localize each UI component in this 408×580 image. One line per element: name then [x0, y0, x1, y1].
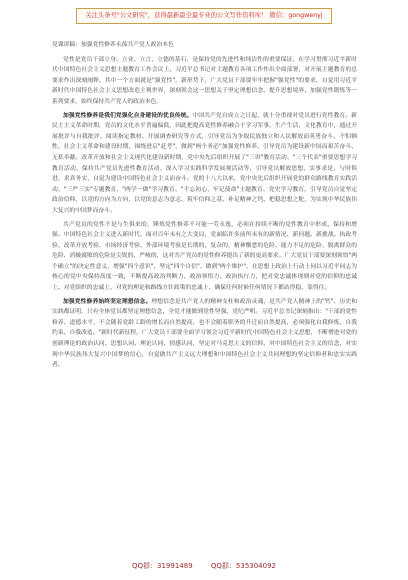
paragraph	[52, 111, 357, 217]
document-body	[52, 40, 357, 552]
paragraph-text: 理想信念是共产党人的精神支柱和政治灵魂，是共产党人精神上的"钙"。历史和实践都证明，只有全体党员都坚定理想信念，全党才能做到党性坚强、党纪严明。习近平总书记深刻指出："干部的党性修养、道德水平，不会随着党龄工龄的增长而自然提高，也不会随着职务的升迁而自然提高，必须强化自我修炼、自我约束、自我改造。"新时代新征程，广大党员干部要全面学习领会习近平新时代中国特色社会主义思想，不断增进对党的创新理论的政治认同、思想认同、理论认同、情感认同，坚定对马克思主义的信仰，对中国特色社会主义的信念，对实现中华民族伟大复兴中国梦的信心，自觉做共产主义远大理想和中国特色社会主义共同理想的坚定信仰者和忠实实践者。	[52, 298, 357, 369]
paragraph-text: 中国共产党自成立之日起，就十分重视对党员进行党性教育。新民主主义革命时期，党员的文化水平普遍偏低，因此把提高党性修养融合于学习军事、生产生活、文化教育中，通过开展批评与自我批评、阅读指定教材、开展调查研究等方式，引导党员为争取民族独立和人民解放而英勇奋斗、不怕牺牲。社会主义革命和建设时期，围绕进京"赶考"，做到"两个务必"加强党性修养，引导党员为建设新中国而艰苦奋斗、无私奉献。改革开放和社会主义现代化建设新时期，党中央先后组织开展了"三讲"教育活动、"三个代表"重要思想学习教育活动、保持共产党员先进性教育活动、深入学习实践科学发展观活动等，引导党员解放思想、实事求是，与时俱进、求真务实，自觉为建设中国特色社会主义而奋斗。党的十八大以来，党中央先后组织开展党的群众路线教育实践活动、"三严三实"专题教育、"两学一做"学习教育、"不忘初心、牢记使命"主题教育、党史学习教育，引导党员自觉坚定政治信仰，以党的方向为方向，以党的意志为意志，筑牢信仰之基、补足精神之钙、把稳思想之舵，为实现中华民族伟大复兴的中国梦而奋斗。	[52, 112, 357, 214]
paragraph-lead: 加强党性修养是我们党强化自身建设的优良传统。	[63, 112, 193, 119]
document-title: 党课讲稿：加强党性修养永葆共产党人政治本色	[52, 42, 174, 48]
footer	[0, 561, 408, 571]
paragraph-text: 共产党员的党性不是与生俱来的，锤炼党性修养不可能一劳永逸，必须在持续不断的党性教育中形成、保持和增强。中国特色社会主义进入新时代，面对百年未有之大变局，党面临许多前所未有的新情况、新问题。新挑战。执政考验、改革开放考验、市场经济考验、外部环境考验是长期的、复杂的，精神懈怠的危险、能力不足的危险、脱离群众的危险、消极腐败的危险是尖锐的、严峻的，这对共产党员的党性修养提出了新的更高要求。广大党员干部要深刻领悟"两个确立"的决定性意义，增强"四个意识"、坚定"四个自信"、做到"两个维护"，在思想上政治上行动上同以习近平同志为核心的党中央保持高度一致，不断提高政治判断力、政治领悟力、政治执行力，把对党忠诚体现到对党的信仰的忠诚上、对党组织的忠诚上、对党的理论和路线方针政策的忠诚上，确保任何时候任何情况下都站得稳、靠得住。	[52, 221, 357, 292]
paragraph	[52, 55, 357, 108]
paragraph-text: 党性是党员干部立身、立业、立言、立德的基石，是保持党的先进性和纯洁性的重要保证。在学习贯彻习近平新时代中国特色社会主义思想主题教育工作会议上，习近平总书记对主题教育各项工作作出全面部署，对开展主题教育的总要求作出深刻阐释，其中一个方面就是"强党性"。新形势下，广大党员干部要牢牢把握"强党性"的要求，自觉用习近平新时代中国特色社会主义思想改造主观世界，深刻领会这一思想关于坚定理想信念、提升思想境界、加强党性锻炼等一系列要求，始终保持共产党人的政治本色。	[52, 56, 357, 105]
footer-qq-group-1: QQ群：31991489	[132, 562, 193, 570]
paragraph	[52, 220, 357, 294]
paragraph	[52, 297, 357, 371]
paragraph-lead: 加强党性修养始终坚定理想信念。	[63, 298, 152, 305]
footer-qq-group-2: QQ群：535304092	[210, 562, 276, 570]
promo-banner: 关注头条号"公文研究"，获得最新最全最专业的公文写作资料库！ 微信：gongwenyj	[76, 8, 332, 24]
